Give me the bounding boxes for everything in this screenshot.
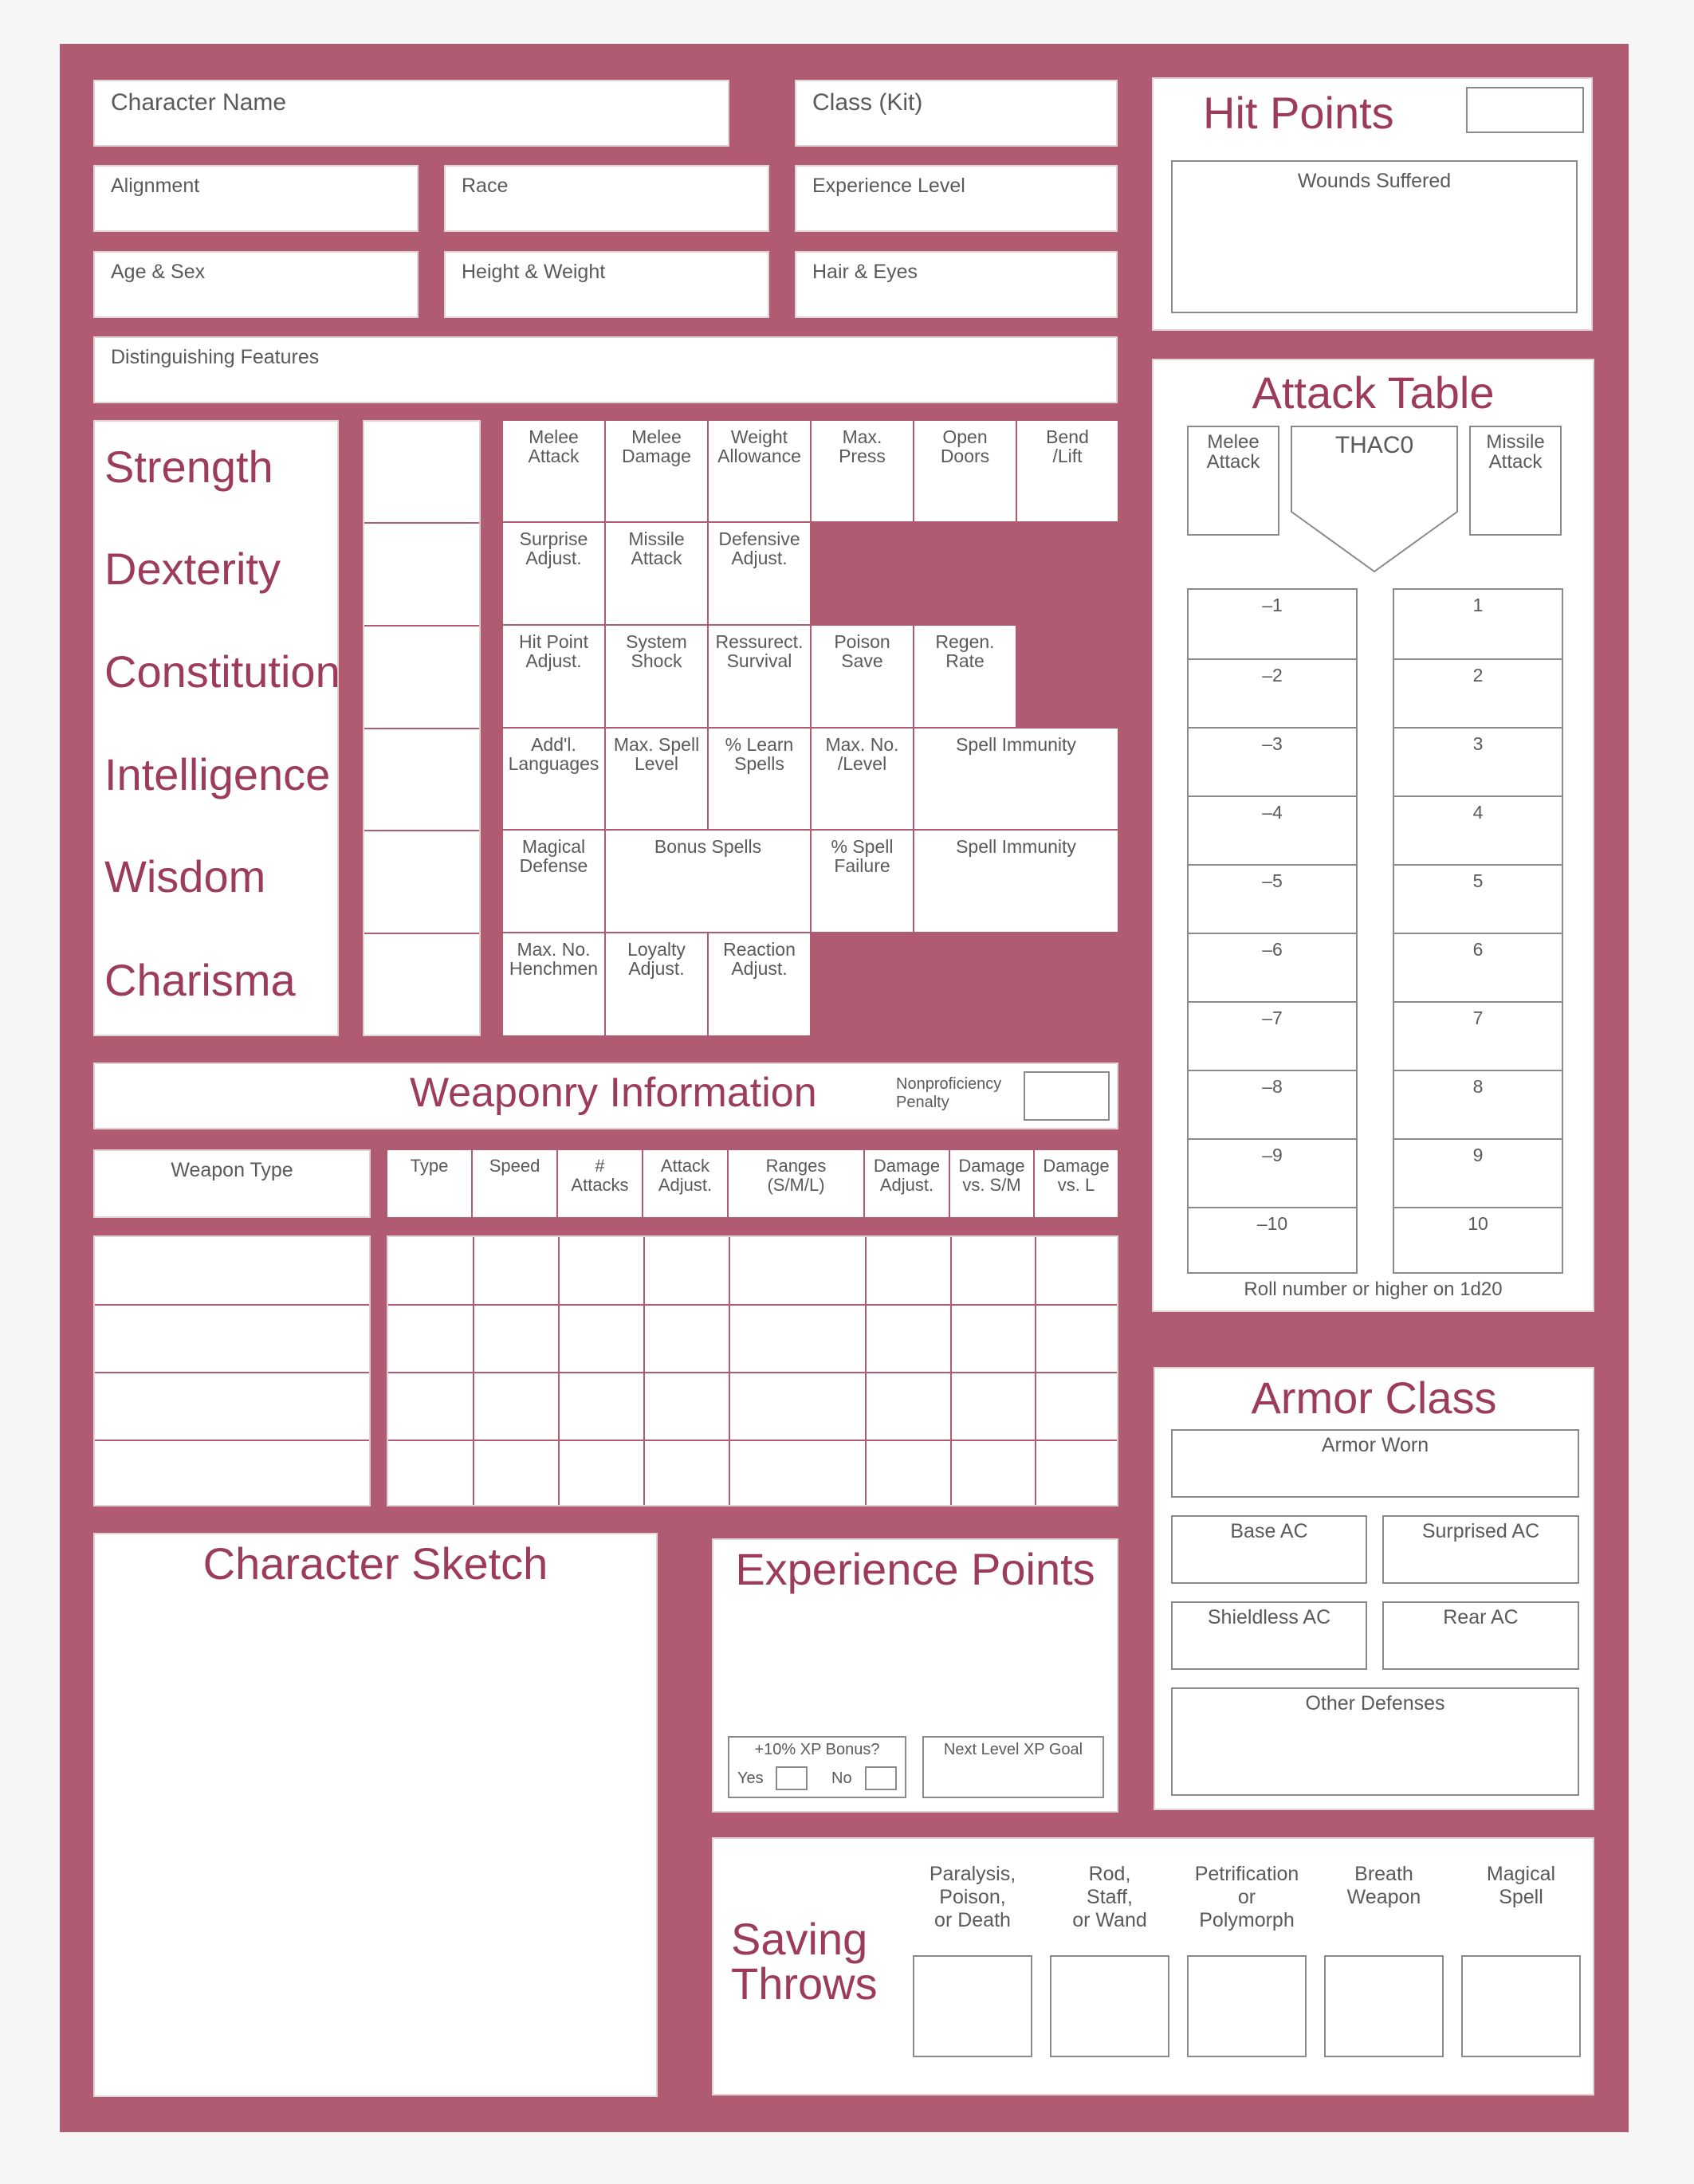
height-weight-label: Height & Weight <box>462 261 606 283</box>
dex-surprise-adjust[interactable]: Surprise Adjust. <box>502 522 605 625</box>
attack-row[interactable]: –4 <box>1189 795 1356 866</box>
attack-row[interactable]: 5 <box>1394 864 1562 934</box>
saving-throws-title-1: Saving <box>731 1914 868 1964</box>
character-sketch-title: Character Sketch <box>202 1538 548 1589</box>
experience-level-label: Experience Level <box>812 175 965 197</box>
surprised-ac-label: Surprised AC <box>1421 1520 1540 1542</box>
rear-ac-label: Rear AC <box>1443 1606 1519 1628</box>
attack-row[interactable]: 7 <box>1394 1001 1562 1071</box>
class-kit-field[interactable] <box>795 80 1118 147</box>
melee-label-2: Attack <box>1206 451 1260 473</box>
alignment-label: Alignment <box>111 175 200 197</box>
int-max-spells-per-level[interactable]: Max. No. /Level <box>811 728 914 830</box>
col-attack-adjust: Attack Adjust. <box>643 1149 728 1218</box>
weaponry-header <box>93 1063 1118 1129</box>
ability-names-panel <box>93 420 339 1036</box>
height-weight-field[interactable] <box>444 251 769 318</box>
ability-charisma: Charisma <box>104 955 296 1005</box>
attack-row[interactable]: 4 <box>1394 795 1562 866</box>
save-paralysis-input[interactable] <box>913 1955 1032 2057</box>
col-damage-l: Damage vs. L <box>1034 1149 1118 1218</box>
attack-row[interactable]: 8 <box>1394 1070 1562 1140</box>
next-level-xp-goal-box[interactable] <box>922 1736 1104 1798</box>
attack-row[interactable]: –2 <box>1189 658 1356 729</box>
surprised-ac-box[interactable] <box>1382 1515 1579 1584</box>
distinguishing-features-field[interactable] <box>93 336 1118 403</box>
penalty-label-1: Nonproficiency <box>896 1075 1002 1093</box>
con-system-shock[interactable]: System Shock <box>605 625 708 728</box>
other-defenses-box[interactable] <box>1171 1687 1579 1796</box>
str-bend-lift[interactable]: Bend /Lift <box>1016 420 1118 522</box>
base-ac-box[interactable] <box>1171 1515 1367 1584</box>
save-rod-input[interactable] <box>1050 1955 1169 2057</box>
xp-bonus-yes-label: Yes <box>737 1770 764 1787</box>
attack-row[interactable]: 10 <box>1394 1207 1562 1277</box>
attack-row[interactable]: 6 <box>1394 933 1562 1003</box>
dex-defensive-adjust[interactable]: Defensive Adjust. <box>708 522 811 625</box>
race-field[interactable] <box>444 165 769 232</box>
attack-table-footer: Roll number or higher on 1d20 <box>1244 1279 1503 1300</box>
wis-spell-failure[interactable]: % Spell Failure <box>811 830 914 933</box>
character-sheet <box>60 44 1629 2132</box>
save-col-paralysis: Paralysis, Poison, or Death <box>929 1863 1016 1931</box>
con-regen-rate[interactable]: Regen. Rate <box>914 625 1016 728</box>
col-type: Type <box>387 1149 472 1218</box>
ability-strength: Strength <box>104 442 273 492</box>
hair-eyes-field[interactable] <box>795 251 1118 318</box>
wis-spell-immunity[interactable]: Spell Immunity <box>914 830 1118 933</box>
ability-constitution: Constitution <box>104 646 340 697</box>
attack-table-title: Attack Table <box>1252 367 1495 418</box>
str-melee-damage[interactable]: Melee Damage <box>605 420 708 522</box>
save-col-breath: Breath Weapon <box>1346 1863 1421 1908</box>
col-attacks: # Attacks <box>557 1149 643 1218</box>
col-damage-adjust: Damage Adjust. <box>864 1149 949 1218</box>
int-learn-spells[interactable]: % Learn Spells <box>708 728 811 830</box>
character-name-label: Character Name <box>111 89 287 116</box>
attack-row[interactable]: –9 <box>1189 1138 1356 1208</box>
age-sex-field[interactable] <box>93 251 419 318</box>
hair-eyes-label: Hair & Eyes <box>812 261 918 283</box>
xp-bonus-no-label: No <box>831 1770 852 1787</box>
saving-throws-panel <box>712 1837 1594 2096</box>
hit-points-title: Hit Points <box>1203 88 1394 138</box>
con-resurrection-survival[interactable]: Ressurect. Survival <box>708 625 811 728</box>
attack-row[interactable]: 1 <box>1472 595 1484 615</box>
int-additional-languages[interactable]: Add'l. Languages <box>502 728 605 830</box>
experience-points-title: Experience Points <box>735 1544 1095 1594</box>
hit-points-panel <box>1152 77 1593 331</box>
weapon-stats-header <box>387 1149 1118 1218</box>
character-name-field[interactable] <box>93 80 729 147</box>
other-defenses-label: Other Defenses <box>1305 1692 1445 1715</box>
attack-row[interactable]: –7 <box>1189 1001 1356 1071</box>
int-spell-immunity[interactable]: Spell Immunity <box>914 728 1118 830</box>
armor-class-panel <box>1154 1367 1594 1810</box>
attack-row[interactable]: –5 <box>1189 864 1356 934</box>
save-col-spell: Magical Spell <box>1486 1863 1556 1908</box>
attack-row[interactable]: –8 <box>1189 1070 1356 1140</box>
attack-table-panel <box>1152 359 1594 1312</box>
attack-row[interactable]: –3 <box>1189 727 1356 797</box>
save-breath-input[interactable] <box>1324 1955 1444 2057</box>
weapon-stats-grid[interactable] <box>387 1235 1118 1506</box>
attack-row[interactable]: 9 <box>1394 1138 1562 1208</box>
base-ac-label: Base AC <box>1230 1520 1308 1542</box>
str-weight-allowance[interactable]: Weight Allowance <box>708 420 811 522</box>
melee-attack-box[interactable] <box>1187 426 1279 536</box>
wounds-suffered-label: Wounds Suffered <box>1297 170 1452 192</box>
armor-worn-box[interactable] <box>1171 1429 1579 1498</box>
str-melee-attack[interactable]: Melee Attack <box>502 420 605 522</box>
attack-row[interactable]: 3 <box>1394 727 1562 797</box>
distinguishing-features-label: Distinguishing Features <box>111 346 320 368</box>
wis-bonus-spells[interactable]: Bonus Spells <box>605 830 811 933</box>
weapon-type-label: Weapon Type <box>171 1159 293 1181</box>
save-petrification-input[interactable] <box>1187 1955 1307 2057</box>
col-speed: Speed <box>472 1149 557 1218</box>
xp-bonus-no-checkbox[interactable] <box>865 1766 897 1790</box>
ability-scores-column <box>363 420 481 1036</box>
age-sex-label: Age & Sex <box>111 261 206 283</box>
missile-label-1: Missile <box>1486 431 1545 453</box>
save-col-petrification: Petrification or Polymorph <box>1194 1863 1299 1931</box>
thac0-box[interactable] <box>1291 426 1458 573</box>
str-open-doors[interactable]: Open Doors <box>914 420 1016 522</box>
con-hit-point-adjust[interactable]: Hit Point Adjust. <box>502 625 605 728</box>
con-poison-save[interactable]: Poison Save <box>811 625 914 728</box>
thac0-label: THAC0 <box>1334 432 1414 458</box>
weaponry-title: Weaponry Information <box>410 1070 817 1116</box>
attack-table-right-column <box>1393 588 1563 1274</box>
experience-points-panel <box>712 1538 1118 1813</box>
race-label: Race <box>462 175 509 197</box>
attack-row[interactable]: –6 <box>1189 933 1356 1003</box>
weapon-type-header <box>93 1149 371 1218</box>
attack-row[interactable]: 2 <box>1394 658 1562 729</box>
cha-loyalty-adjust[interactable]: Loyalty Adjust. <box>605 933 708 1036</box>
col-damage-sm: Damage vs. S/M <box>949 1149 1034 1218</box>
ability-dexterity: Dexterity <box>104 544 281 594</box>
cha-reaction-adjust[interactable]: Reaction Adjust. <box>708 933 811 1036</box>
nonproficiency-penalty-input[interactable] <box>1024 1071 1110 1121</box>
wis-magical-defense[interactable]: Magical Defense <box>502 830 605 933</box>
penalty-label-2: Penalty <box>896 1094 949 1111</box>
hit-points-input[interactable] <box>1466 87 1584 133</box>
missile-attack-box[interactable] <box>1469 426 1562 536</box>
str-max-press[interactable]: Max. Press <box>811 420 914 522</box>
shieldless-ac-label: Shieldless AC <box>1207 1606 1331 1628</box>
attack-row[interactable]: –1 <box>1262 595 1283 615</box>
col-ranges: Ranges (S/M/L) <box>728 1149 864 1218</box>
melee-label-1: Melee <box>1207 431 1260 453</box>
ability-intelligence: Intelligence <box>104 749 331 799</box>
alignment-field[interactable] <box>93 165 419 232</box>
ability-wisdom: Wisdom <box>104 851 266 901</box>
armor-class-title: Armor Class <box>1251 1373 1497 1423</box>
next-level-xp-goal-label: Next Level XP Goal <box>943 1741 1083 1758</box>
shieldless-ac-box[interactable] <box>1171 1601 1367 1670</box>
saving-throws-title-2: Throws <box>731 1958 878 2009</box>
xp-bonus-box <box>728 1736 906 1798</box>
rear-ac-box[interactable] <box>1382 1601 1579 1670</box>
class-kit-label: Class (Kit) <box>812 89 923 116</box>
xp-bonus-yes-checkbox[interactable] <box>776 1766 808 1790</box>
attack-table-left-column <box>1187 588 1358 1274</box>
missile-label-2: Attack <box>1488 451 1543 473</box>
attack-row[interactable]: –10 <box>1189 1207 1356 1277</box>
wounds-suffered-box[interactable] <box>1171 160 1578 313</box>
armor-worn-label: Armor Worn <box>1321 1434 1429 1456</box>
int-max-spell-level[interactable]: Max. Spell Level <box>605 728 708 830</box>
weapon-names-grid[interactable] <box>93 1235 371 1506</box>
cha-max-henchmen[interactable]: Max. No. Henchmen <box>502 933 605 1036</box>
dex-missile-attack[interactable]: Missile Attack <box>605 522 708 625</box>
xp-bonus-label: +10% XP Bonus? <box>754 1741 880 1758</box>
experience-level-field[interactable] <box>795 165 1118 232</box>
character-sketch-panel[interactable] <box>93 1533 658 2097</box>
save-col-rod: Rod, Staff, or Wand <box>1072 1863 1147 1931</box>
save-spell-input[interactable] <box>1461 1955 1581 2057</box>
